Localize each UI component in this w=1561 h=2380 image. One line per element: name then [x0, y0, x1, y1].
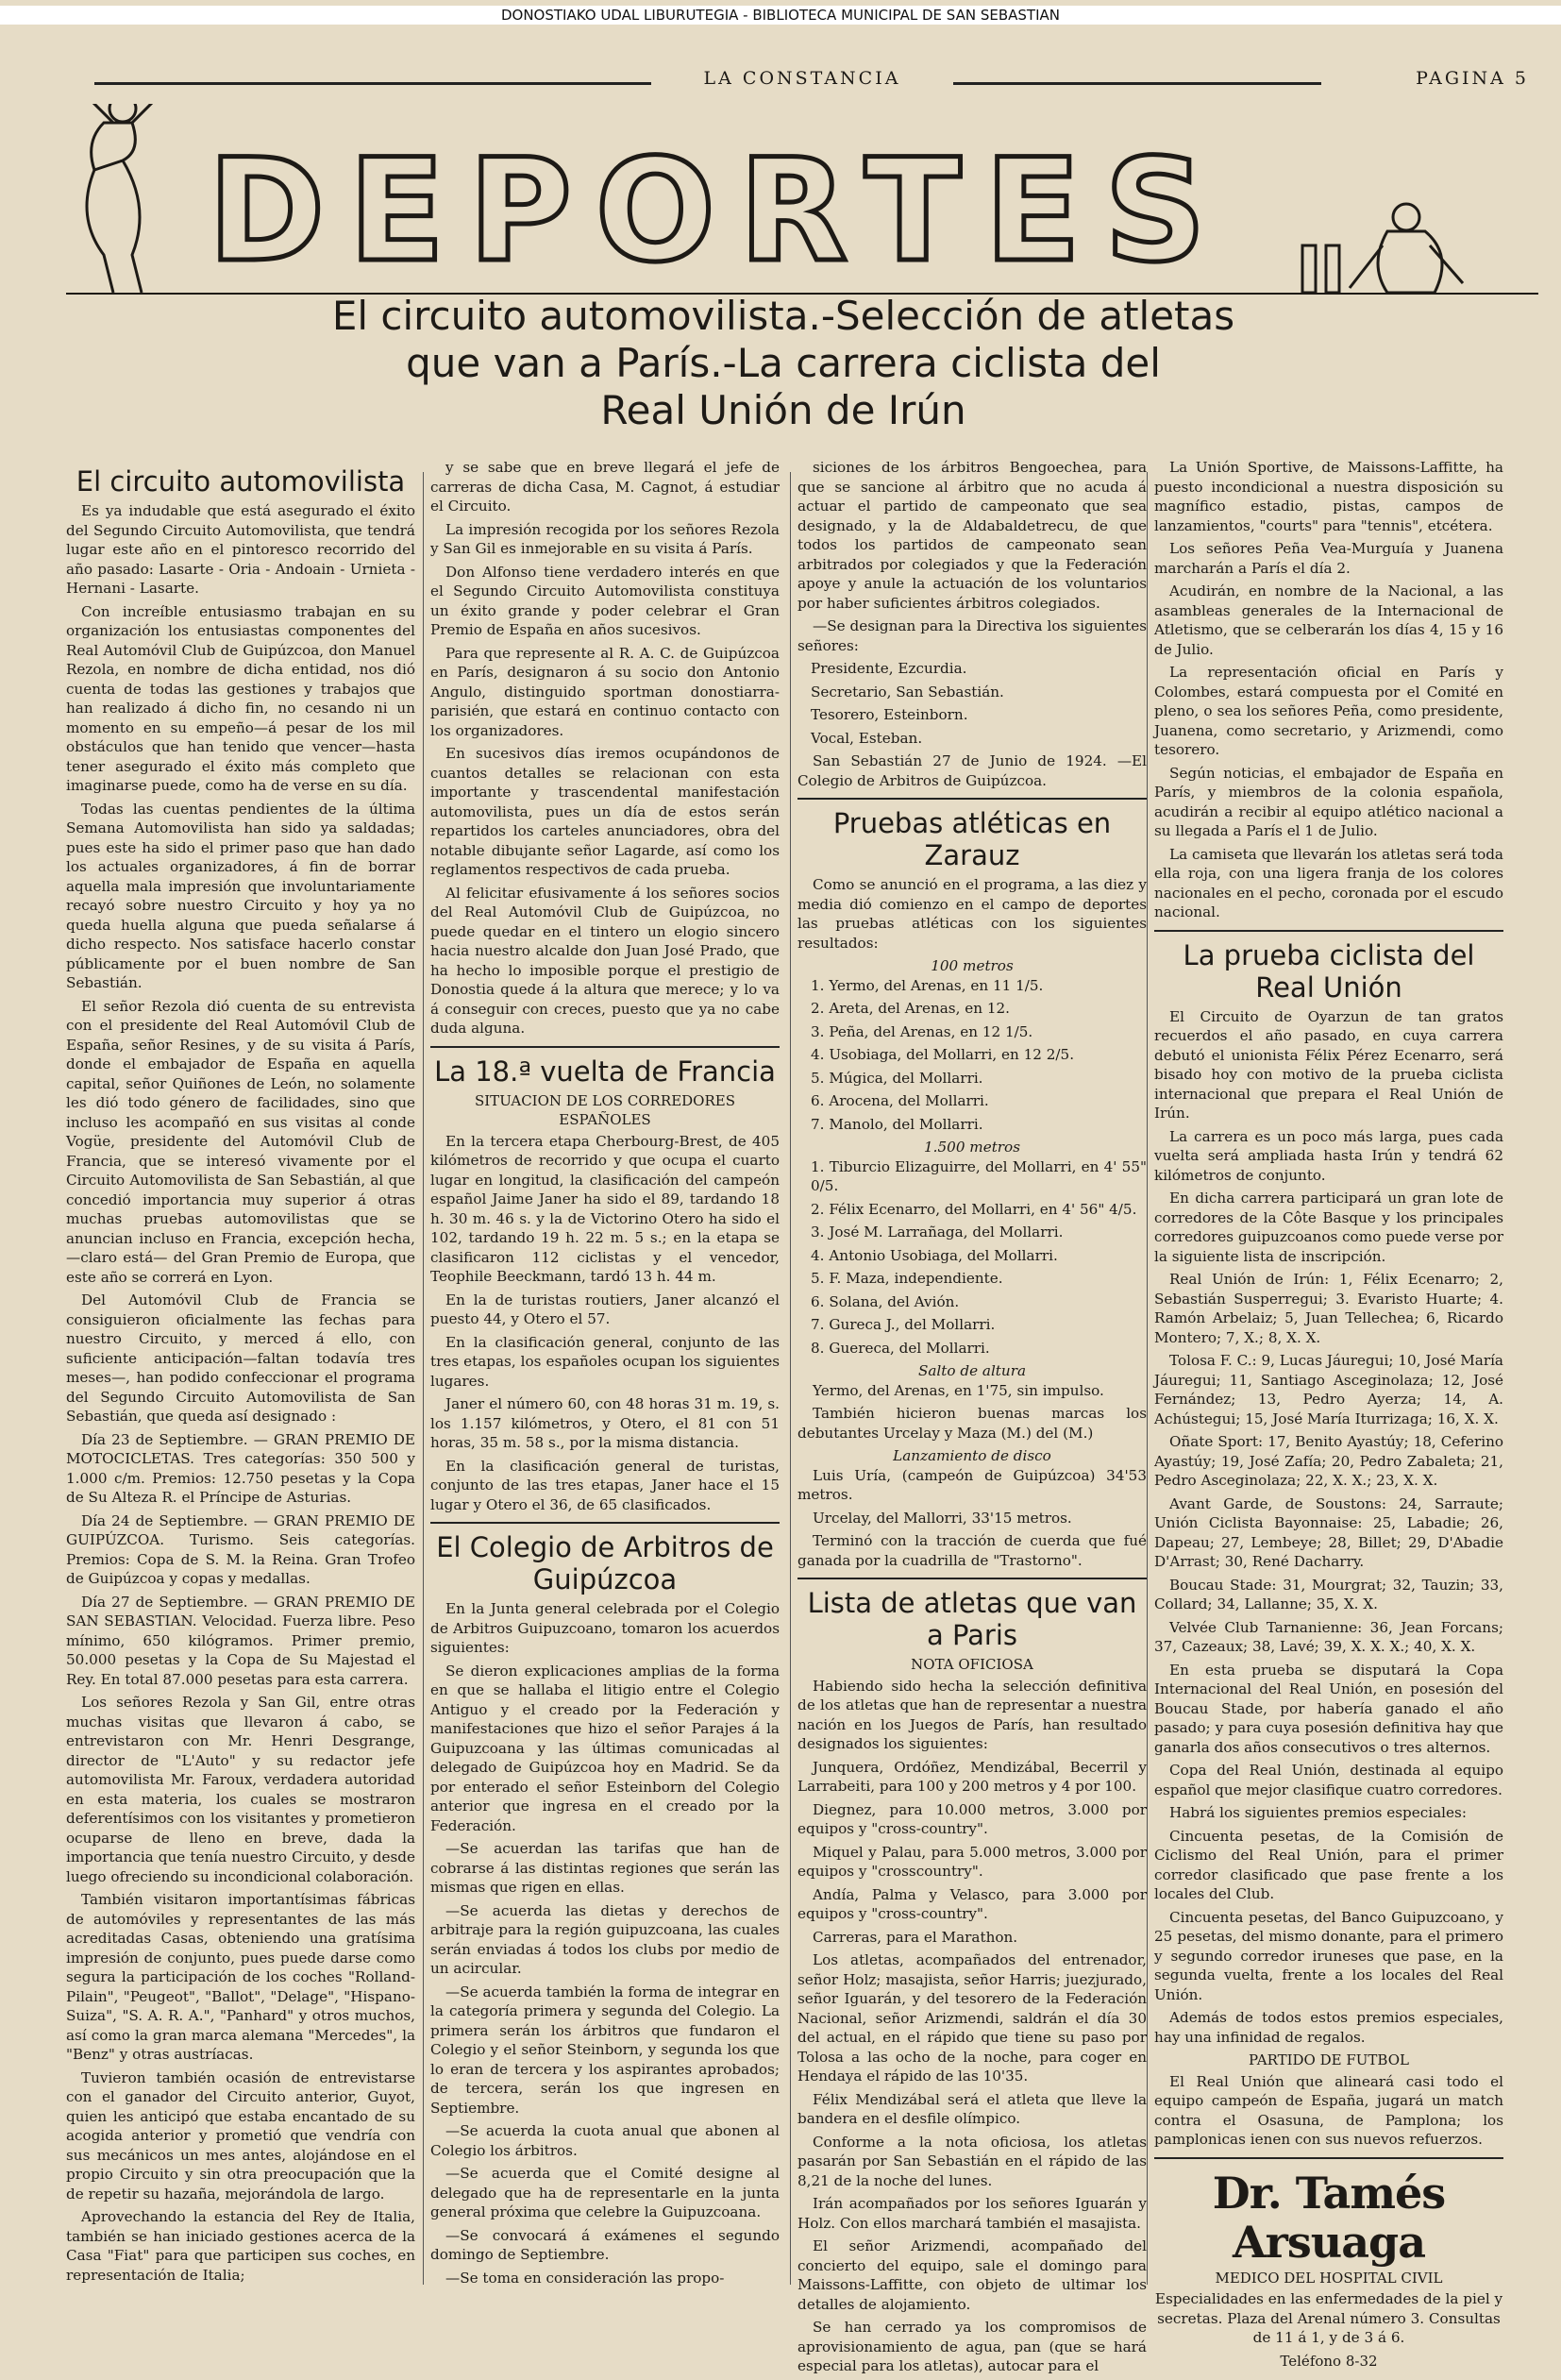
paragraph: La carrera es un poco más larga, pues cada vuelta será ampliada hasta Irún y tendrá 62 kilómetros de conjunto. [1154, 1127, 1503, 1184]
paragraph: siciones de los árbitros Bengoechea, para que se sancione al árbitro que no acuda á actuar el partido de campeonato que sea designado, y la de Aldabaldetrecu, de que todos los partidos de campeonato sean arbitrados por colegiados y que la Federación apoye y anule la actuación de los voluntarios por haber suficientes árbitros colegiados. [797, 459, 1147, 612]
paragraph: La Unión Sportive, de Maissons-Laffitte, ha puesto incondicional a nuestra disposición su magnífico estadio, pistas, campos de lanzamientos, "courts" para "tennis", etcétera. [1154, 459, 1503, 534]
article-body [797, 458, 1147, 655]
paragraph: En esta prueba se disputará la Copa Internacional del Real Unión, en posesión del Boucau Stade, por habería ganado el año pasado; y para cuya posesión definitiva hay que ganarla dos años consecutivos o tres alternos. [1154, 1661, 1503, 1756]
paragraph: Los señores Peña Vea-Murguía y Juanena marcharán a París el día 2. [1154, 540, 1503, 577]
closing-line: San Sebastián 27 de Junio de 1924. —El Colegio de Arbitros de Guipúzcoa. [797, 752, 1147, 789]
subtitle-line-1: El circuito automovilista.-Selección de atletas [331, 293, 1235, 339]
running-head [94, 68, 1529, 96]
article-heading: El Colegio de Arbitros de Guipúzcoa [436, 1531, 774, 1595]
paragraph: En la Junta general celebrada por el Colegio de Arbitros Guipuzcoano, tomaron los acuerdos siguientes: [430, 1600, 780, 1656]
paragraph: Día 27 de Septiembre. — GRAN PREMIO DE SAN SEBASTIAN. Velocidad. Fuerza libre. Peso mínimo, 650 kilógramos. Primer premio, 50.000 pesetas y la Copa de Su Majestad el Rey. En total 87.000 pesetas para esta carrera. [66, 1593, 415, 1688]
list-item: 3. José M. Larrañaga, del Mollarri. [811, 1224, 1064, 1241]
paragraph: Urcelay, del Mallorri, 33'15 metros. [813, 1509, 1072, 1527]
event-label: 1.500 metros [924, 1139, 1020, 1156]
paragraph: Junquera, Ordóñez, Mendizábal, Becerril y Larrabeiti, para 100 y 200 metros y 4 por 100. [797, 1758, 1147, 1795]
paragraph: En la clasificación general, conjunto de las tres etapas, los españoles ocupan los siguientes lugares. [430, 1333, 780, 1390]
article-subheading: NOTA OFICIOSA [911, 1656, 1033, 1673]
article-body [430, 458, 780, 1038]
paragraph: Conforme a la nota oficiosa, los atletas pasarán por San Sebastián en el rápido de las 8,21 de la noche del lunes. [797, 2133, 1147, 2189]
paragraph: Los atletas, acompañados del entrenador, señor Holz; masajista, señor Harris; juezjurado, señor Iguarán, y del tesorero de la Federación Nacional, señor Arizmendi, saldrán el día 30 del actual, en el rápido que tiene su paso por Tolosa a las ocho de la noche, para coger en Hendaya el rápido de las 10'35. [797, 1951, 1147, 2085]
paragraph: Oñate Sport: 17, Benito Ayastúy; 18, Ceferino Ayastúy; 19, José Zafía; 20, Pedro Zabaleta; 21, Pedro Asceginolaza; 22, X. X.; 23, X. X. [1154, 1433, 1503, 1489]
results-list [797, 1466, 1147, 1571]
paragraph: Se dieron explicaciones amplias de la forma en que se hallaba el litigio entre el Colegio Antiguo y el creado por la Federación y manifestaciones que hizo el señor Parajes á la Guipuzcoana y las últimas comunicadas al delegado de Guipúzcoa hoy en Madrid. Se da por enterado el señor Esteinborn del Colegio anterior que ingresa en el creado por la Federación. [430, 1662, 780, 1834]
paragraph: En dicha carrera participará un gran lote de corredores de la Côte Basque y los principales corredores guipuzcoanos como puede verse por la siguiente lista de inscripción. [1154, 1190, 1503, 1265]
divider [797, 798, 1147, 800]
paragraph: Janer el número 60, con 48 horas 31 m. 19, s. los 1.157 kilómetros, y Otero, el 81 con 51 horas, 35 m. 58 s., por la misma distancia. [430, 1395, 780, 1451]
paragraph: —Se acuerda también la forma de integrar en la categoría primera y segunda del Colegio. La primera serán los árbitros que fundaron el Colegio y el señor Steinborn, y segunda los que lo eran de tercera y los aspirantes aprobados; de tercera, serán los que ingresen en Septiembre. [430, 1983, 780, 2117]
paragraph: Con increíble entusiasmo trabajan en su organización los entusiastas componentes del Real Automóvil Club de Guipúzcoa, don Manuel Rezola, en nombre de dicha entidad, nos dió cuenta de todas las gestiones y trabajos que han realizado á dicho fin, no cesando ni un momento en su empeño—á pesar de los mil obstáculos que han tenido que vencer—hasta tener asegurado el éxito más completo que imaginarse puede, como ha de verse en su día. [66, 602, 415, 794]
list-item: 4. Usobiaga, del Mollarri, en 12 2/5. [811, 1046, 1075, 1063]
paragraph: y se sabe que en breve llegará el jefe de carreras de dicha Casa, M. Cagnot, á estudiar el Circuito. [430, 459, 780, 515]
column-1 [66, 458, 415, 2288]
paragraph: —Se acuerda las dietas y derechos de arbitraje para la región guipuzcoana, las cuales serán enviadas á todos los clubs por medio de un acircular. [430, 1901, 780, 1977]
paragraph: En sucesivos días iremos ocupándonos de cuantos detalles se relacionan con esta importante y trascendental manifestación automovilista, pues un día de estos serán repartidos los carteles anunciadores, obra del notable dibujante señor Lagarde, así como los reglamentos respectivos de cada prueba. [430, 745, 780, 878]
list-item: 3. Peña, del Arenas, en 12 1/5. [811, 1022, 1033, 1040]
paragraph: Diegnez, para 10.000 metros, 3.000 por equipos y "cross-country". [797, 1800, 1147, 1837]
paragraph: Irán acompañados por los señores Iguarán y Holz. Con ellos marchará también el masajista. [797, 2195, 1147, 2232]
directiva-list [797, 659, 1147, 748]
article-heading: Pruebas atléticas en Zarauz [832, 807, 1112, 871]
divider [797, 1578, 1147, 1579]
paragraph: —Se toma en consideración las propo- [445, 2269, 725, 2287]
paragraph: —Se convocará á exámenes el segundo domingo de Septiembre. [430, 2226, 780, 2263]
paragraph: El Circuito de Oyarzun de tan gratos recuerdos el año pasado, en cuya carrera debutó el unionista Félix Pérez Ecenarro, será bisado hoy con motivo de la prueba ciclista internacional que prepara el Real Unión de Irún. [1154, 1007, 1503, 1122]
list-item: Tesorero, Esteinborn. [811, 706, 968, 723]
paragraph: En la de turistas routiers, Janer alcanzó el puesto 44, y Otero el 57. [430, 1291, 780, 1327]
paper-name: LA CONSTANCIA [703, 68, 901, 89]
list-item: Vocal, Esteban. [811, 729, 923, 747]
list-item: 6. Solana, del Avión. [811, 1292, 960, 1310]
divider [430, 1046, 780, 1048]
paragraph: Día 24 de Septiembre. — GRAN PREMIO DE GUIPÚZCOA. Turismo. Seis categorías. Premios: Copa de S. M. la Reina. Gran Trofeo de Guipúzcoa y copas y medallas. [66, 1511, 415, 1587]
paragraph: Félix Mendizábal será el atleta que lleve la bandera en el desfile olímpico. [797, 2090, 1147, 2127]
page-number: PAGINA 5 [1416, 68, 1529, 89]
paragraph: Yermo, del Arenas, en 1'75, sin impulso. [813, 1381, 1104, 1399]
banner-subtitle [283, 293, 1284, 434]
subtitle-line-2: que van a París.-La carrera ciclista del [406, 340, 1161, 386]
paragraph: Carreras, para el Marathon. [813, 1928, 1018, 1946]
list-item: 8. Guereca, del Mollarri. [811, 1339, 990, 1357]
column-4 [1154, 458, 1503, 2372]
ad-name: Dr. Tamés Arsuaga [1212, 2167, 1446, 2268]
event-label: Lanzamiento de disco [893, 1447, 1051, 1464]
divider [430, 1522, 780, 1524]
article-subheading: PARTIDO DE FUTBOL [1249, 2051, 1409, 2068]
archive-header: DONOSTIAKO UDAL LIBURUTEGIA - BIBLIOTECA MUNICIPAL DE SAN SEBASTIAN [0, 6, 1561, 25]
list-item: 5. F. Maza, independiente. [811, 1270, 1003, 1287]
results-list [797, 1157, 1147, 1359]
divider [1154, 930, 1503, 932]
subtitle-line-3: Real Unión de Irún [600, 387, 966, 433]
column-divider [1147, 472, 1148, 2285]
paragraph: La impresión recogida por los señores Rezola y San Gil es inmejorable en su visita á París. [430, 520, 780, 557]
paragraph: Tuvieron también ocasión de entrevistarse con el ganador del Circuito anterior, Guyot, quien les anticipó que estaba encantado de su acogida anterior y prometió que vendría con sus mecánicos un mes antes, alojándose en el propio Circuito y sin otra preocupación que la de repetir su hazaña, mejorándola de largo. [66, 2068, 415, 2203]
paragraph: Según noticias, el embajador de España en París, y miembros de la colonia española, acudirán a recibir al equipo atlético nacional a su llegada a París el 1 de Julio. [1154, 764, 1503, 839]
column-divider [790, 472, 791, 2285]
ad-phone: Teléfono 8-32 [1280, 2352, 1378, 2370]
paragraph: Copa del Real Unión, destinada al equipo español que mejor clasifique cuatro corredores. [1154, 1762, 1503, 1798]
event-label: Salto de altura [917, 1362, 1027, 1379]
article-body [430, 1132, 780, 1515]
paragraph: Velvée Club Tarnanienne: 36, Jean Forcans; 37, Cazeaux; 38, Lavé; 39, X. X. X.; 40, X. X. [1154, 1618, 1503, 1655]
article-body [1154, 458, 1503, 922]
paragraph: —Se acuerda la cuota anual que abonen al Colegio los árbitros. [430, 2122, 780, 2159]
list-item: 2. Areta, del Arenas, en 12. [811, 1000, 1010, 1017]
paragraph: Habiendo sido hecha la selección definitiva de los atletas que han de representar a nuestra nación en los Juegos de París, han resultado designados los siguientes: [797, 1677, 1147, 1752]
paragraph: En la tercera etapa Cherbourg-Brest, de 405 kilómetros de recorrido y que ocupa el cuarto lugar en longitud, la clasificación del campeón español Jaime Janer ha sido el 89, tardando 18 h. 30 m. 46 s. y la de Victorino Otero ha sido el 102, tardando 19 h. 22 m. 5 s.; en la etapa se clasificaron 112 ciclistas y el vencedor, Teophile Beeckmann, tardó 13 h. 44 m. [430, 1132, 780, 1285]
column-2 [430, 458, 780, 2291]
results-list [797, 976, 1147, 1135]
paragraph: Acudirán, en nombre de la Nacional, a las asambleas generales de la Internacional de Atletismo, que se celberarán los días 4, 15 y 16 de Julio. [1154, 582, 1503, 658]
event-label: 100 metros [931, 957, 1014, 974]
list-item: Presidente, Ezcurdia. [811, 660, 967, 677]
paragraph: También hicieron buenas marcas los debutantes Urcelay y Maza (M.) del (M.) [797, 1405, 1147, 1442]
left-athlete-illustration [85, 104, 156, 293]
article-body [797, 1677, 1147, 2376]
paragraph: Habrá los siguientes premios especiales: [1169, 1804, 1467, 1821]
paragraph: La representación oficial en París y Colombes, estará compuesta por el Comité en pleno, o sea los señores Peña, como presidente, Juanena, como secretario, y Arizmendi, como tesorero. [1154, 664, 1503, 758]
paragraph: El Real Unión que alineará casi todo el equipo campeón de España, jugará un match contra el Osasuna, de Pamplona; los pamplonicas ienen con sus nuevos refuerzos. [1154, 2072, 1503, 2148]
article-intro: Como se anunció en el programa, a las diez y media dió comienzo en el campo de deportes las pruebas atléticas con los siguientes resultados: [797, 876, 1147, 952]
divider [1154, 2157, 1503, 2159]
paragraph: Día 23 de Septiembre. — GRAN PREMIO DE MOTOCICLETAS. Tres categorías: 350 500 y 1.000 c/m. Premios: 12.750 pesetas y la Copa de Su Alteza R. el Príncipe de Asturias. [66, 1430, 415, 1506]
paragraph: Terminó con la tracción de cuerda que fué ganada por la cuadrilla de "Trastorno". [797, 1532, 1147, 1569]
paragraph: También visitaron importantísimas fábricas de automóviles y representantes de las más acreditadas Casas, obteniendo una gratísima impresión de conjunto, pues puede darse como segura la participación de los coches "Rolland-Pilain", "Peugeot", "Ballot", "Delage", "Hispano-Suiza", "S. A. R. A.", "Panhard" y otros muchos, así como la gran marca alemana "Mercedes", la "Benz" y otras austríacas. [66, 1891, 415, 2063]
paragraph: —Se acuerdan las tarifas que han de cobrarse á las distintas regiones que serán las mismas que rigen en ellas. [430, 1840, 780, 1896]
paragraph: —Se designan para la Directiva los siguientes señores: [797, 617, 1147, 654]
results-list [797, 1381, 1147, 1443]
banner-art [66, 104, 1538, 293]
paragraph: Avant Garde, de Soustons: 24, Sarraute; Unión Ciclista Bayonnaise: 25, Labadie; 26, Dapeau; 27, Lembeye; 28, Billet; 29, D'Abadie D'Arrast; 30, René Dacharry. [1154, 1494, 1503, 1570]
paragraph: Para que represente al R. A. C. de Guipúzcoa en París, designaron á su socio don Antonio Angulo, distinguido sportman donostiarra-parisién, que estará en continuo contacto con los organizadores. [430, 644, 780, 739]
paragraph: Al felicitar efusivamente á los señores socios del Real Automóvil Club de Guipúzcoa, no puede quedar en el tintero un elogio sincero hacia nuestro alcalde don Juan José Prado, que ha hecho lo imposible porque el prestigio de Donostia quede á la altura que merece; y lo va á conseguir con creces, puesto que ya no cabe duda alguna. [430, 884, 780, 1037]
list-item: 1. Tiburcio Elizaguirre, del Mollarri, en 4' 55" 0/5. [811, 1157, 1147, 1194]
list-item: 2. Félix Ecenarro, del Mollarri, en 4' 56" 4/5. [811, 1200, 1137, 1218]
paragraph: Del Automóvil Club de Francia se consiguieron oficialmente las fechas para nuestro Circuito, y merced á ello, con suficiente anticipación—faltan todavía tres meses—, han podido confeccionar el programa del Segundo Circuito Automovilista de San Sebastián, que queda así designado : [66, 1291, 415, 1425]
paragraph: Cincuenta pesetas, del Banco Guipuzcoano, y 25 pesetas, del mismo donante, para el primero y segundo corredor iruneses que pase, en la segunda vuelta, frente a los locales del Real Unión. [1154, 1908, 1503, 2003]
ad-line-2: Especialidades en las enfermedades de la piel y secretas. Plaza del Arenal número 3. Consultas de 11 á 1, y de 3 á 6. [1154, 2290, 1503, 2346]
right-rule [953, 82, 1321, 85]
paragraph: Cincuenta pesetas, de la Comisión de Ciclismo del Real Unión, para el primer corredor clasificado que pase frente a los locales del Club. [1154, 1827, 1503, 1902]
article-heading: La prueba ciclista del Real Unión [1183, 938, 1475, 1004]
paragraph: Tolosa F. C.: 9, Lucas Jáuregui; 10, José María Jáuregui; 11, Santiago Asceginolaza; 12, José Fernández; 13, Pedro Ayerza; 14, A. Achústegui; 15, José María Iturrizaga; 16, X. X. [1154, 1352, 1503, 1427]
column-divider [423, 472, 424, 2285]
paragraph: Aprovechando la estancia del Rey de Italia, también se han iniciado gestiones acerca de la Casa "Fiat" para que participen sus coches, en representación de Italia; [66, 2208, 415, 2284]
article-body [430, 1599, 780, 2287]
paragraph: El señor Rezola dió cuenta de su entrevista con el presidente del Real Automóvil Club de España, señor Resines, y de su visita á París, donde el embajador de España en aquella capital, señor Quiñones de León, no solamente les dió todo género de facilidades, sino que incluso les acompañó en sus visitas al conde Vogüe, presidente del Automóvil Club de Francia, que se interesó vivamente por el Circuito Automovilista de San Sebastián, al que concedió importancia muy superior á otras muchas pruebas automovilistas que se anuncian incluso en Francia, excepción hecha,—claro está— del Gran Premio de Europa, que este año se correrá en Lyon. [66, 997, 415, 1286]
right-athlete-illustration [1302, 204, 1463, 293]
list-item: Secretario, San Sebastián. [811, 683, 1004, 700]
paragraph: El señor Arizmendi, acompañado del concierto del equipo, sale el domingo para Maissons-Laffitte, con objeto de ultimar los detalles de alojamiento. [797, 2237, 1147, 2313]
banner-title: DEPORTES [208, 129, 1227, 293]
paragraph: Los señores Rezola y San Gil, entre otras muchas visitas que llevaron á cabo, se entrevistaron con Mr. Henri Desgrange, director de "L'Auto" y su redactor jefe automovilista Mr. Faroux, verdadera autoridad en esta materia, los cuales se mostraron deferentísimos con los visitantes y prometieron ocuparse de lleno en breve, dada la importancia que tenía nuestro Circuito, y desde luego ofreciendo su incondicional colaboración. [66, 1694, 415, 1885]
paragraph: —Se acuerda que el Comité designe al delegado que ha de representarle en la junta general próxima que celebre la Guipuzcoana. [430, 2165, 780, 2220]
doctor-advertisement [1154, 2169, 1503, 2372]
list-item: 7. Gureca J., del Mollarri. [811, 1316, 996, 1333]
list-item: 4. Antonio Usobiaga, del Mollarri. [811, 1246, 1058, 1264]
list-item: 7. Manolo, del Mollarri. [811, 1115, 983, 1133]
list-item: 1. Yermo, del Arenas, en 11 1/5. [811, 976, 1044, 994]
paragraph: Luis Uría, (campeón de Guipúzcoa) 34'53 metros. [797, 1466, 1147, 1503]
paragraph: Se han cerrado ya los compromisos de aprovisionamiento de agua, pan (que se hará especial para los atletas), autocar para el [797, 2319, 1147, 2374]
article-subheading: SITUACION DE LOS CORREDORES ESPAÑOLES [474, 1091, 735, 1128]
list-item: 6. Arocena, del Mollarri. [811, 1092, 989, 1109]
left-rule [94, 82, 651, 85]
article-body [1154, 2072, 1503, 2150]
column-3 [797, 458, 1147, 2380]
paragraph: Don Alfonso tiene verdadero interés en que el Segundo Circuito Automovilista constituya un éxito grande y poder celebrar el Gran Premio de España en años sucesivos. [430, 563, 780, 638]
paragraph: Real Unión de Irún: 1, Félix Ecenarro; 2, Sebastián Susperregui; 3. Evaristo Huarte; 4. Ramón Arbelaiz; 5, Juan Tellechea; 6, Ricardo Montero; 7, X.; 8, X. X. [1154, 1271, 1503, 1346]
article-heading: La 18.ª vuelta de Francia [434, 1055, 776, 1088]
article-body [66, 501, 415, 2285]
ad-line-1: MEDICO DEL HOSPITAL CIVIL [1215, 2269, 1443, 2287]
article-heading: Lista de atletas que van a Paris [807, 1587, 1137, 1651]
paragraph: En la clasificación general de turistas, conjunto de las tres etapas, Janer hace el 15 lugar y Otero el 36, de 65 clasificados. [430, 1457, 780, 1513]
article-body [1154, 1007, 1503, 2048]
paragraph: Miquel y Palau, para 5.000 metros, 3.000 por equipos y "crosscountry". [797, 1843, 1147, 1880]
paragraph: Además de todos estos premios especiales, hay una infinidad de regalos. [1154, 2009, 1503, 2046]
paragraph: Andía, Palma y Velasco, para 3.000 por equipos y "cross-country". [797, 1885, 1147, 1922]
paragraph: La camiseta que llevarán los atletas será toda ella roja, con una ligera franja de los colores nacionales en el pecho, coronada por el escudo nacional. [1154, 845, 1503, 920]
article-heading: El circuito automovilista [76, 465, 406, 498]
paragraph: Es ya indudable que está asegurado el éxito del Segundo Circuito Automovilista, que tendrá lugar este año en el pintoresco recorrido del año pasado: Lasarte - Oria - Andoain - Urnieta - Hernani - Lasarte. [66, 502, 415, 597]
paragraph: Boucau Stade: 31, Mourgrat; 32, Tauzin; 33, Collard; 34, Lallanne; 35, X. X. [1154, 1576, 1503, 1612]
list-item: 5. Múgica, del Mollarri. [811, 1069, 983, 1087]
paragraph: Todas las cuentas pendientes de la última Semana Automovilista han sido ya saldadas; pues este ha sido el primer paso que han dado los actuales organizadores, á fin de borrar aquella mala impresión que involuntariamente recayó sobre nuestro Circuito y hoy ya no queda huella alguna que pueda señalarse á dicho respecto. Nos satisface hacerlo constar públicamente por el buen nombre de San Sebastián. [66, 800, 415, 991]
